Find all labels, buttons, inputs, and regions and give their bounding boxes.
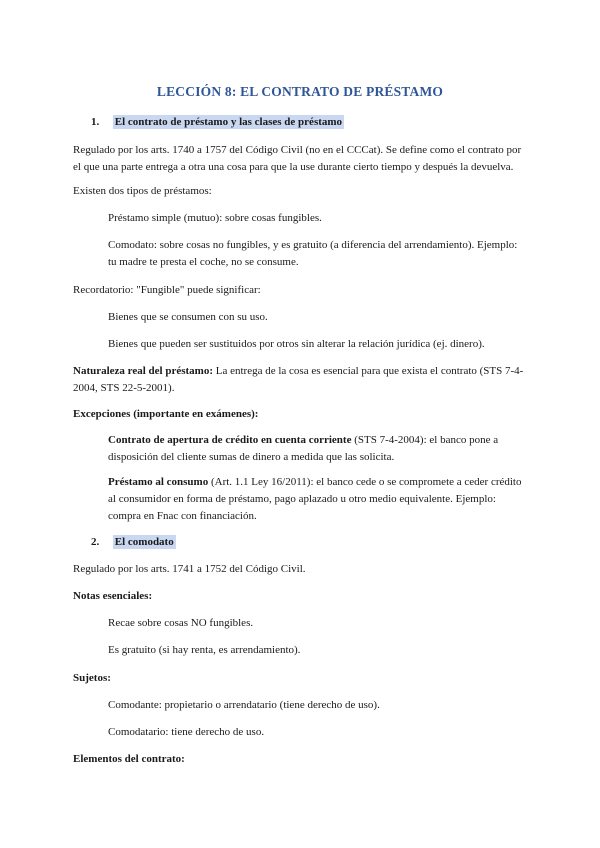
elements-label: Elementos del contrato: bbox=[73, 753, 185, 765]
nature-paragraph bbox=[73, 363, 529, 397]
exception-item-consumo bbox=[108, 474, 528, 525]
section-1-number: 1. bbox=[91, 116, 100, 128]
section-2-number: 2. bbox=[91, 536, 100, 548]
exceptions-label: Excepciones (importante en exámenes): bbox=[73, 408, 259, 420]
exception-item-credito bbox=[108, 432, 528, 466]
subjects-label: Sujetos: bbox=[73, 672, 111, 684]
section-1-intro: Regulado por los arts. 1740 a 1757 del Código Civil (no en el CCCat). Se define como el contrato por el que una parte entrega a otra una cosa para que la use durante cierto tiempo y después la devuelva. bbox=[73, 144, 522, 173]
type-item-mutuo: Préstamo simple (mutuo): sobre cosas fungibles. bbox=[108, 212, 322, 224]
exception-label: Contrato de apertura de crédito en cuenta corriente bbox=[108, 434, 352, 446]
exception-label: Préstamo al consumo bbox=[108, 476, 209, 488]
page-title: LECCIÓN 8: EL CONTRATO DE PRÉSTAMO bbox=[156, 84, 444, 99]
exception-text: (Art. 1.1 Ley 16/2011): el banco cede o se compromete a ceder crédito al consumidor en forma de préstamo, pago aplazado u otro medio equivalente. Ejemplo: compra en Fnac con financiación. bbox=[108, 476, 522, 522]
subject-item: Comodatario: tiene derecho de uso. bbox=[108, 726, 265, 738]
reminder-item: Bienes que pueden ser sustituidos por otros sin alterar la relación jurídica (ej. dinero). bbox=[108, 338, 485, 350]
reminder-item: Bienes que se consumen con su uso. bbox=[108, 311, 268, 323]
nature-text: La entrega de la cosa es esencial para que exista el contrato (STS 7-4-2004, STS 22-5-2001). bbox=[73, 365, 524, 394]
section-1-heading bbox=[91, 114, 344, 131]
note-item: Es gratuito (si hay renta, es arrendamiento). bbox=[108, 644, 301, 656]
exception-text: (STS 7-4-2004): el banco pone a disposición del cliente sumas de dinero a medida que las solicita. bbox=[108, 434, 499, 463]
subject-item: Comodante: propietario o arrendatario (tiene derecho de uso). bbox=[108, 699, 380, 711]
notes-label: Notas esenciales: bbox=[73, 590, 153, 602]
section-2-intro: Regulado por los arts. 1741 a 1752 del Código Civil. bbox=[73, 563, 306, 575]
section-1-title: El contrato de préstamo y las clases de préstamo bbox=[114, 116, 343, 128]
note-item: Recae sobre cosas NO fungibles. bbox=[108, 617, 254, 629]
section-2-title: El comodato bbox=[114, 536, 174, 548]
nature-label: Naturaleza real del préstamo: bbox=[73, 365, 214, 377]
type-item-comodato: Comodato: sobre cosas no fungibles, y es gratuito (a diferencia del arrendamiento). Ejemplo: tu madre te presta el coche, no se consume. bbox=[108, 239, 518, 268]
reminder-intro: Recordatorio: "Fungible" puede significar: bbox=[73, 284, 261, 296]
types-intro: Existen dos tipos de préstamos: bbox=[73, 185, 212, 197]
section-2-heading bbox=[91, 534, 176, 551]
